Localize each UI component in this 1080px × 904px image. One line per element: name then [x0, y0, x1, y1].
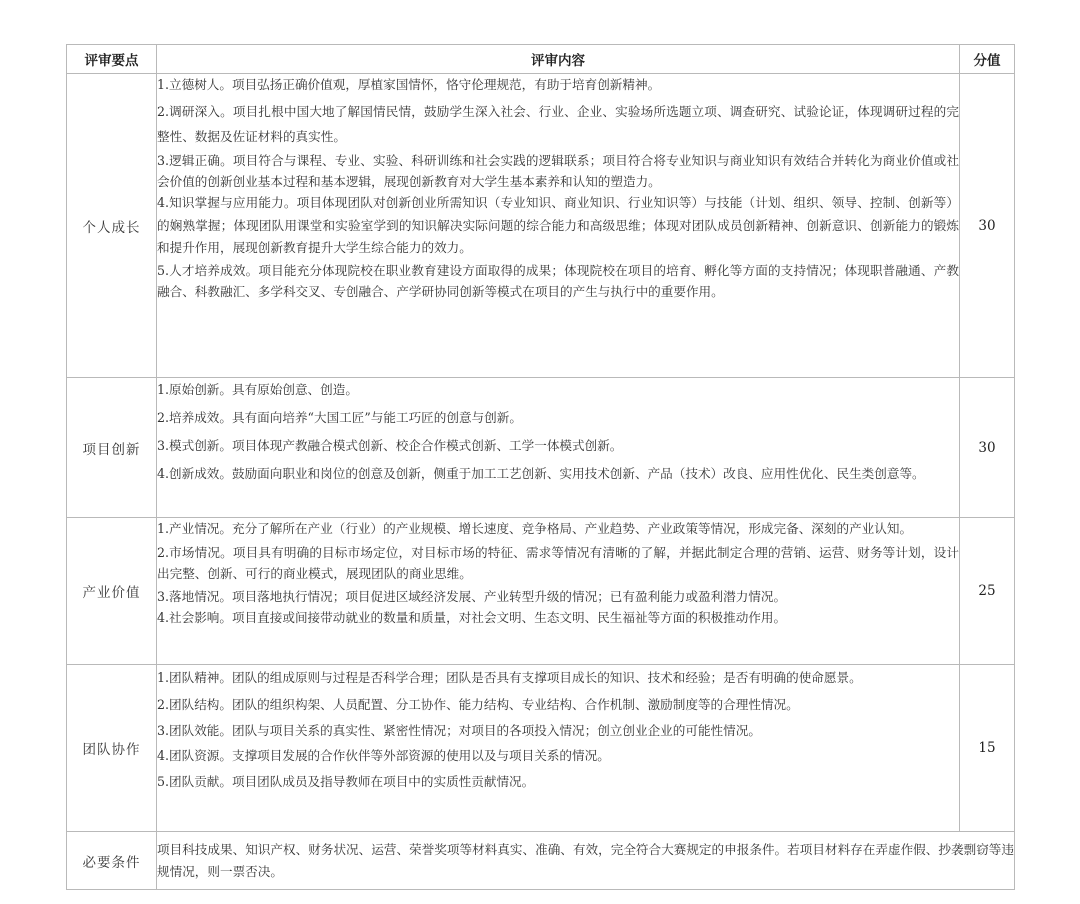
content-cell	[157, 74, 960, 378]
score-cell: 30	[960, 74, 1015, 378]
evaluation-table	[66, 44, 1015, 890]
criterion-item: 1.团队精神。团队的组成原则与过程是否科学合理；团队是否具有支撑项目成长的知识、技术和经验；是否有明确的使命愿景。	[157, 670, 862, 685]
criterion-item: 2.培养成效。具有面向培养“大国工匠”与能工巧匠的创意与创新。	[157, 410, 522, 425]
table-row-personal-growth	[67, 74, 1015, 378]
criterion-item: 2.团队结构。团队的组织构架、人员配置、分工协作、能力结构、专业结构、合作机制、激励制度等的合理性情况。	[157, 697, 799, 712]
criterion-item: 3.团队效能。团队与项目关系的真实性、紧密性情况；对项目的各项投入情况；创立创业企业的可能性情况。	[157, 722, 761, 738]
category-cell: 项目创新	[67, 378, 157, 518]
criterion-item: 2.市场情况。项目具有明确的目标市场定位，对目标市场的特征、需求等情况有清晰的了解，并据此制定合理的营销、运营、财务等计划，设计出完整、创新、可行的商业模式，展现团队的商业思维。	[157, 544, 959, 581]
criterion-item: 4.社会影响。项目直接或间接带动就业的数量和质量，对社会文明、生态文明、民生福祉等方面的积极推动作用。	[157, 610, 787, 625]
category-cell: 个人成长	[67, 74, 157, 378]
criterion-item: 1.立德树人。项目弘扬正确价值观，厚植家国情怀，恪守伦理规范，有助于培育创新精神。	[157, 77, 661, 92]
score-cell: 30	[960, 378, 1015, 518]
criterion-item: 3.模式创新。项目体现产教融合模式创新、校企合作模式创新、工学一体模式创新。	[157, 438, 623, 453]
criterion-item: 1.原始创新。具有原始创意、创造。	[157, 382, 358, 397]
table-row-team-collaboration	[67, 665, 1015, 832]
criterion-item: 4.团队资源。支撑项目发展的合作伙伴等外部资源的使用以及与项目关系的情况。	[157, 748, 610, 763]
criterion-item: 1.产业情况。充分了解所在产业（行业）的产业规模、增长速度、竞争格局、产业趋势、产业政策等情况，形成完备、深刻的产业认知。	[157, 521, 913, 536]
criterion-item: 3.逻辑正确。项目符合与课程、专业、实验、科研训练和社会实践的逻辑联系；项目符合将专业知识与商业知识有效结合并转化为商业价值或社会价值的创新创业基本过程和基本逻辑，展现创新教育对大学生基本素养和认知的塑造力。	[157, 153, 959, 189]
table-header-row	[67, 45, 1015, 74]
category-cell: 必要条件	[67, 832, 157, 890]
criterion-item: 4.创新成效。鼓励面向职业和岗位的创意及创新，侧重于加工工艺创新、实用技术创新、产品（技术）改良、应用性优化、民生类创意等。	[157, 466, 925, 481]
table-row-industry-value	[67, 518, 1015, 665]
criterion-item: 5.团队贡献。项目团队成员及指导教师在项目中的实质性贡献情况。	[157, 773, 535, 789]
content-cell	[157, 832, 1015, 890]
criterion-item: 项目科技成果、知识产权、财务状况、运营、荣誉奖项等材料真实、准确、有效，完全符合大赛规定的申报条件。若项目材料存在弄虚作假、抄袭剽窃等违规情况，则一票否决。	[157, 841, 1014, 879]
category-cell: 产业价值	[67, 518, 157, 665]
table-row-required-conditions	[67, 832, 1015, 890]
criterion-item: 5.人才培养成效。项目能充分体现院校在职业教育建设方面取得的成果；体现院校在项目的培育、孵化等方面的支持情况；体现职普融通、产教融合、科教融汇、多学科交叉、专创融合、产学研协同创新等模式在项目的产生与执行中的重要作用。	[157, 262, 959, 299]
criterion-item: 3.落地情况。项目落地执行情况；项目促进区域经济发展、产业转型升级的情况；已有盈利能力或盈利潜力情况。	[157, 588, 787, 604]
score-cell: 15	[960, 665, 1015, 832]
score-cell: 25	[960, 518, 1015, 665]
header-content: 评审内容	[157, 45, 960, 74]
criterion-item: 4.知识掌握与应用能力。项目体现团队对创新创业所需知识（专业知识、商业知识、行业知识等）与技能（计划、组织、领导、控制、创新等）的娴熟掌握；体现团队用课堂和实验室学到的知识解决实际问题的综合能力和高级思维；体现对团队成员创新精神、创新意识、创新能力的锻炼和提升作用，展现创新教育提升大学生综合能力的效力。	[157, 195, 959, 255]
criterion-item: 2.调研深入。项目扎根中国大地了解国情民情，鼓励学生深入社会、行业、企业、实验场所选题立项、调查研究、试验论证，体现调研过程的完整性、数据及佐证材料的真实性。	[157, 104, 959, 144]
header-criteria: 评审要点	[67, 45, 157, 74]
content-cell	[157, 518, 960, 665]
content-cell	[157, 665, 960, 832]
header-score: 分值	[960, 45, 1015, 74]
table-row-project-innovation	[67, 378, 1015, 518]
category-cell: 团队协作	[67, 665, 157, 832]
content-cell	[157, 378, 960, 518]
